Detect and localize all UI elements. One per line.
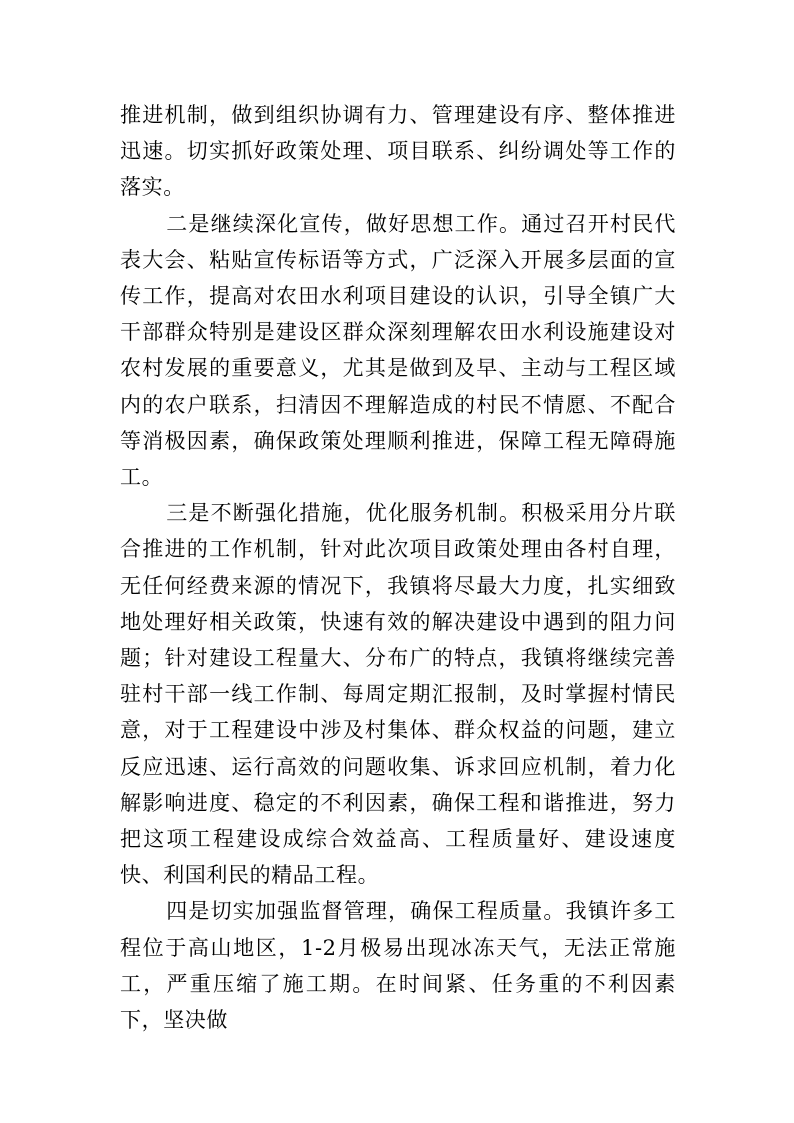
paragraph-continuation: 推进机制，做到组织协调有力、管理建设有序、整体推进迅速。切实抓好政策处理、项目联系、纠纷调处等工作的落实。 (120, 103, 676, 200)
paragraph-supervision: 四是切实加强监督管理，确保工程质量。我镇许多工程位于高山地区，1-2月极易出现冰冻天气，无法正常施工，严重压缩了施工期。在时间紧、任务重的不利因素下，坚决做 (120, 899, 676, 1033)
paragraph-publicity: 二是继续深化宣传，做好思想工作。通过召开村民代表大会、粘贴宣传标语等方式，广泛深入开展多层面的宣传工作，提高对农田水利项目建设的认识，引导全镇广大干部群众特别是建设区群众深刻理解农田水利设施建设对农村发展的重要意义，尤其是做到及早、主动与工程区域内的农户联系，扫清因不理解造成的村民不情愿、不配合等消极因素，确保政策处理顺利推进，保障工程无障碍施工。 (120, 211, 676, 490)
paragraph-service-mechanism: 三是不断强化措施，优化服务机制。积极采用分片联合推进的工作机制，针对此次项目政策处理由各村自理，无任何经费来源的情况下，我镇将尽最大力度，扎实细致地处理好相关政策，快速有效的解决建设中遇到的阻力问题；针对建设工程量大、分布广的特点，我镇将继续完善驻村干部一线工作制、每周定期汇报制，及时掌握村情民意，对于工程建设中涉及村集体、群众权益的问题，建立反应迅速、运行高效的问题收集、诉求回应机制，着力化解影响进度、稳定的不利因素，确保工程和谐推进，努力把这项工程建设成综合效益高、工程质量好、建设速度快、利国利民的精品工程。 (120, 501, 676, 888)
document-body (120, 97, 676, 1038)
